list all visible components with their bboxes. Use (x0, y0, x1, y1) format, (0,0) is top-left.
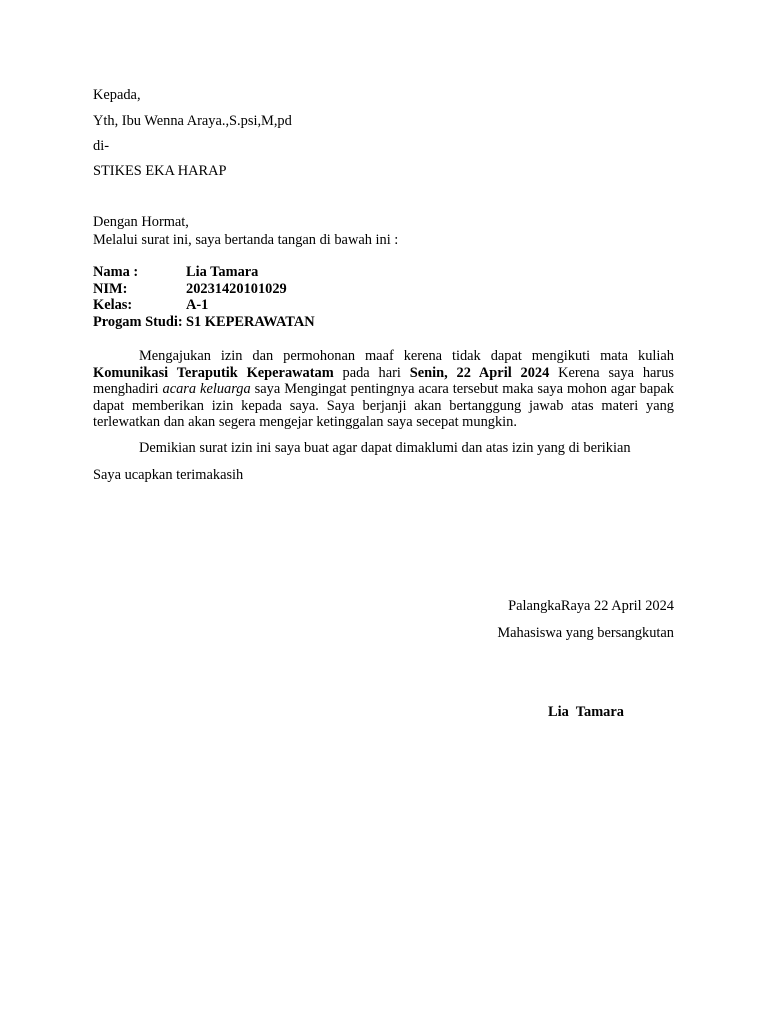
signature-name: Lia Tamara (548, 704, 624, 720)
body-paragraph-1 (93, 348, 674, 431)
recipient-di: di- (93, 138, 109, 154)
intro-text: Melalui surat ini, saya bertanda tangan di bawah ini : (93, 232, 399, 248)
recipient-to: Kepada, (93, 87, 141, 103)
signoff-role: Mahasiswa yang bersangkutan (497, 625, 674, 641)
paragraph-line: terlewatkan dan akan segera mengejar ketinggalan saya secepat mungkin. (93, 414, 517, 430)
paragraph-line: menghadiri acara keluarga saya Mengingat pentingnya acara tersebut maka saya mohon agar bapak (93, 381, 674, 397)
recipient-institution: STIKES EKA HARAP (93, 163, 227, 179)
info-value-nim: 20231420101029 (186, 281, 287, 297)
course-name: Komunikasi Teraputik Keperawatam (93, 364, 334, 381)
paragraph-line: dapat memberikan izin kepada saya. Saya berjanji akan bertanggung jawab atas materi yang (93, 397, 674, 414)
info-value-class: A-1 (186, 297, 209, 313)
recipient-name: Yth, Ibu Wenna Araya.,S.psi,M,pd (93, 113, 292, 129)
body-paragraph-2: Demikian surat izin ini saya buat agar dapat dimaklumi dan atas izin yang di berikian (139, 440, 631, 456)
info-label-name: Nama : (93, 264, 139, 280)
place-date: PalangkaRaya 22 April 2024 (508, 598, 674, 614)
info-label-class: Kelas: (93, 297, 133, 313)
paragraph-line: Komunikasi Teraputik Keperawatam pada hari Senin, 22 April 2024 Kerena saya harus (93, 364, 675, 381)
paragraph-line: Mengajukan izin dan permohonan maaf kerena tidak dapat mengikuti mata kuliah (139, 348, 674, 364)
event-name: acara keluarga (162, 381, 251, 397)
closing-text: Saya ucapkan terimakasih (93, 467, 244, 483)
info-label-program: Progam Studi: (93, 314, 183, 330)
greeting: Dengan Hormat, (93, 214, 189, 230)
info-value-program: S1 KEPERAWATAN (186, 314, 315, 330)
info-value-name: Lia Tamara (186, 264, 259, 280)
info-label-nim: NIM: (93, 281, 128, 297)
absence-date: Senin, 22 April 2024 (409, 364, 550, 381)
